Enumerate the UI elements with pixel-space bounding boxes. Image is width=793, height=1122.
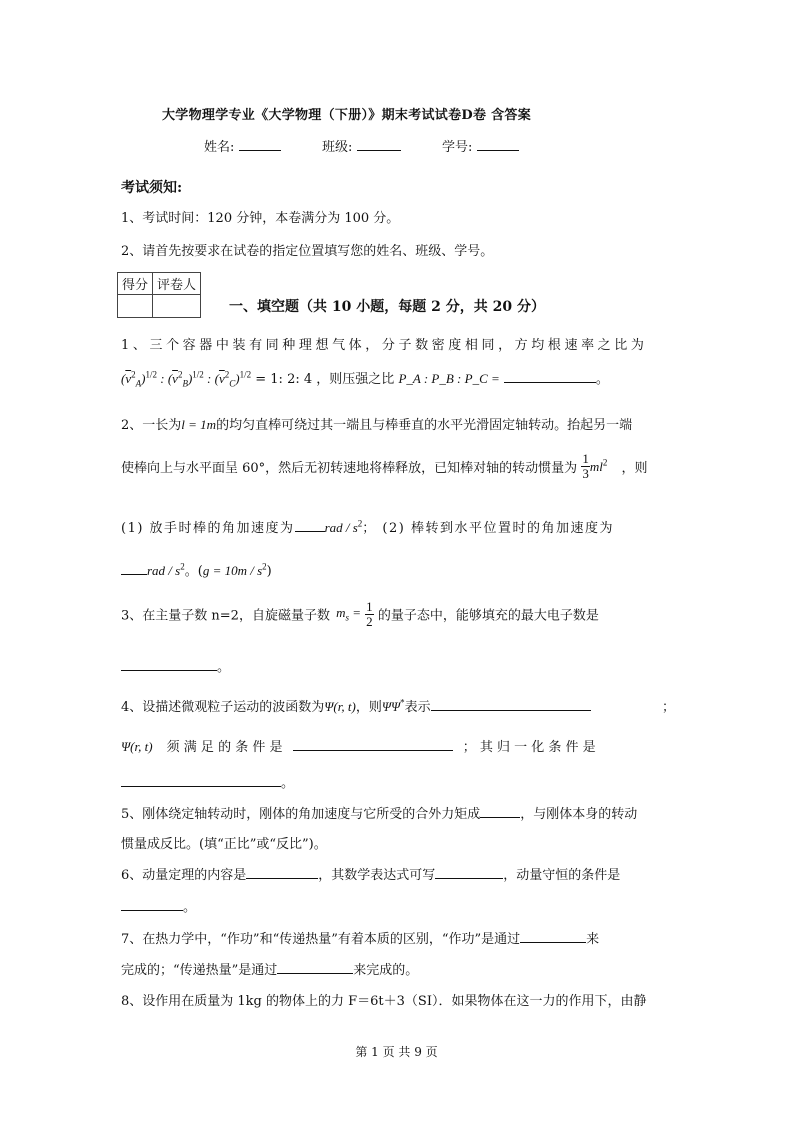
wavefunction: Ψ(r, t) xyxy=(324,699,356,714)
q6-answer2-blank[interactable] xyxy=(435,865,503,879)
q2-line4 xyxy=(121,560,272,579)
q4-line2-a: 须 满 足 的 条 件 是 xyxy=(166,740,283,755)
inertia-tail: ml xyxy=(589,458,603,474)
q7-line2-a: 完成的；“传递热量”是通过 xyxy=(121,963,278,978)
q2-line1-b: 的均匀直棒可绕过其一端且与棒垂直的水平光滑固定轴转动。抬起另一端 xyxy=(216,418,633,433)
q2-line1 xyxy=(121,414,632,433)
q5-line1 xyxy=(121,803,637,822)
q1-end: 。 xyxy=(595,372,609,387)
unit-text-1: rad / s xyxy=(324,520,358,535)
q2-line2 xyxy=(121,452,647,480)
q2-answer1-blank[interactable] xyxy=(295,518,325,532)
q2-close-paren: ) xyxy=(266,564,272,579)
q2-line2-text: 使棒向上与水平面呈 60°，然后无初转速地将棒释放，已知棒对轴的转动惯量为 xyxy=(121,460,578,476)
notice-item-1: 1、考试时间：120 分钟，本卷满分为 100 分。 xyxy=(121,211,400,226)
q3-line2 xyxy=(121,656,230,675)
rms-ratio-formula: $(\overline{v}^2_A)^{1/2}$ : $(\overline{v}^2_B)^{1/2}$ : $(\overline{v}^2_C)^{1/2}$ xyxy=(121,369,252,389)
q2-line2-end: ，则 xyxy=(621,460,648,476)
q4-line2-b: ； 其 归 一 化 条 件 是 xyxy=(462,740,596,755)
ms-label: m xyxy=(336,605,346,621)
q7-line2 xyxy=(121,959,418,978)
notice-item-2: 2、请首先按要求在试卷的指定位置填写您的姓名、班级、学号。 xyxy=(121,244,494,259)
q1-mid-text: ，则压强之比 xyxy=(316,372,395,387)
q2-line3 xyxy=(121,517,614,536)
student-id-blank[interactable] xyxy=(477,137,519,151)
q2-answer2-blank[interactable] xyxy=(121,561,147,575)
inertia-num: 1 xyxy=(582,451,589,466)
q2-part1: (1) 放手时棒的角加速度为 xyxy=(121,521,295,536)
name-blank[interactable] xyxy=(239,137,281,151)
q7-answer1-blank[interactable] xyxy=(520,929,586,943)
exam-title: 大学物理学专业《大学物理（下册）》期末考试试卷D卷 含答案 xyxy=(162,108,531,123)
q6-line2 xyxy=(121,896,196,915)
ms-sub: s xyxy=(345,612,349,623)
q4-text-b: ，则 xyxy=(355,700,382,715)
q5-answer-blank[interactable] xyxy=(480,804,520,818)
grader-label: 评卷人 xyxy=(153,273,201,295)
q4-answer3-blank[interactable] xyxy=(121,773,281,787)
q5-line2: 惯量成反比。(填“正比”或“反比”)。 xyxy=(121,837,327,852)
inertia-den: 3 xyxy=(582,465,589,481)
q7-answer2-blank[interactable] xyxy=(277,960,353,974)
q4-text-a: 4、设描述微观粒子运动的波函数为 xyxy=(121,700,325,715)
inertia-ml2: $ml^2$ xyxy=(589,457,608,474)
q3-line1 xyxy=(121,600,599,628)
unit-rad-s2-2: rad / $s^2$ xyxy=(147,561,185,578)
q7-line1-b: 来 xyxy=(586,932,600,947)
q6-line1-a: 6、动量定理的内容是 xyxy=(121,868,247,883)
class-field[interactable] xyxy=(322,136,401,155)
pressure-ratio-formula: P_A : P_B : P_C = xyxy=(398,371,500,386)
class-blank[interactable] xyxy=(357,137,401,151)
q6-end: 。 xyxy=(183,900,197,915)
grader-cell[interactable] xyxy=(153,295,201,318)
q6-line1 xyxy=(121,864,620,883)
q6-line1-b: ，其数学表达式可写 xyxy=(318,868,436,883)
q4-answer1-blank[interactable] xyxy=(431,697,591,711)
q8-line1: 8、设作用在质量为 1kg 的物体上的力 F＝6t＋3（SI）．如果物体在这一力的作用下，由静 xyxy=(121,994,647,1009)
q7-line1 xyxy=(121,928,599,947)
q4-line1 xyxy=(121,696,591,715)
q2-line4-end: 。( xyxy=(184,564,203,579)
q7-line2-b: 来完成的。 xyxy=(353,963,419,978)
ms-symbol: $m_s$ = xyxy=(336,605,362,623)
q5-line1-a: 5、刚体绕定轴转动时，刚体的角加速度与它所受的合外力矩成 xyxy=(121,807,481,822)
q7-line1-a: 7、在热力学中，“作功”和“传递热量”有着本质的区别，“作功”是通过 xyxy=(121,932,521,947)
q4-semicolon: ； xyxy=(662,700,676,715)
q3-text-a: 3、在主量子数 n=2，自旋磁量子数 xyxy=(121,608,330,624)
rod-length: l = 1m xyxy=(181,417,217,432)
q6-answer3-blank[interactable] xyxy=(121,897,183,911)
q1-answer-blank[interactable] xyxy=(504,369,596,383)
q4-end: 。 xyxy=(281,776,295,791)
name-label: 姓名: xyxy=(204,140,235,155)
score-box xyxy=(117,272,201,318)
notice-heading: 考试须知: xyxy=(121,180,183,196)
wavefunction-2: Ψ(r, t) xyxy=(121,739,153,754)
q4-line2 xyxy=(121,736,596,755)
page-footer: 第 1 页 共 9 页 xyxy=(355,1045,438,1059)
unit-text-2: rad / s xyxy=(147,563,181,578)
gravity-value: $g = 10m / s^2$ xyxy=(202,561,267,578)
q4-answer2-blank[interactable] xyxy=(293,737,453,751)
q4-text-c: 表示 xyxy=(404,700,431,715)
name-field[interactable] xyxy=(204,136,281,155)
score-label: 得分 xyxy=(118,273,153,295)
ms-num: 1 xyxy=(366,599,373,614)
section-heading: 一、填空题（共 10 小题，每题 2 分，共 20 分） xyxy=(229,299,545,315)
q6-answer1-blank[interactable] xyxy=(246,865,318,879)
score-cell[interactable] xyxy=(118,295,153,318)
q1-line2 xyxy=(121,368,609,389)
q4-line3 xyxy=(121,772,294,791)
psi-product: ΨΨ* xyxy=(381,697,405,714)
gravity-text: g = 10m / s xyxy=(202,563,263,578)
unit-rad-s2-1: rad / $s^2$ xyxy=(324,518,363,535)
q3-end: 。 xyxy=(217,660,231,675)
ratio-value: = 1: 2: 4 xyxy=(255,372,313,387)
q6-line1-c: ，动量守恒的条件是 xyxy=(503,868,621,883)
ms-fraction xyxy=(365,600,374,628)
student-id-label: 学号: xyxy=(442,140,473,155)
class-label: 班级: xyxy=(322,140,353,155)
psi-product-text: ΨΨ xyxy=(381,699,401,714)
q5-line1-b: ，与刚体本身的转动 xyxy=(520,807,638,822)
student-id-field[interactable] xyxy=(442,136,519,155)
q2-part2: ； (2) 棒转到水平位置时的角加速度为 xyxy=(362,521,614,536)
inertia-fraction xyxy=(581,452,590,480)
q2-line1-a: 2、一长为 xyxy=(121,418,182,433)
ms-den: 2 xyxy=(366,613,373,629)
q3-text-b: 的量子态中，能够填充的最大电子数是 xyxy=(377,608,599,624)
q1-line1: 1、三个容器中装有同种理想气体，分子数密度相同，方均根速率之比为 xyxy=(121,338,648,353)
q3-answer-blank[interactable] xyxy=(121,657,217,671)
